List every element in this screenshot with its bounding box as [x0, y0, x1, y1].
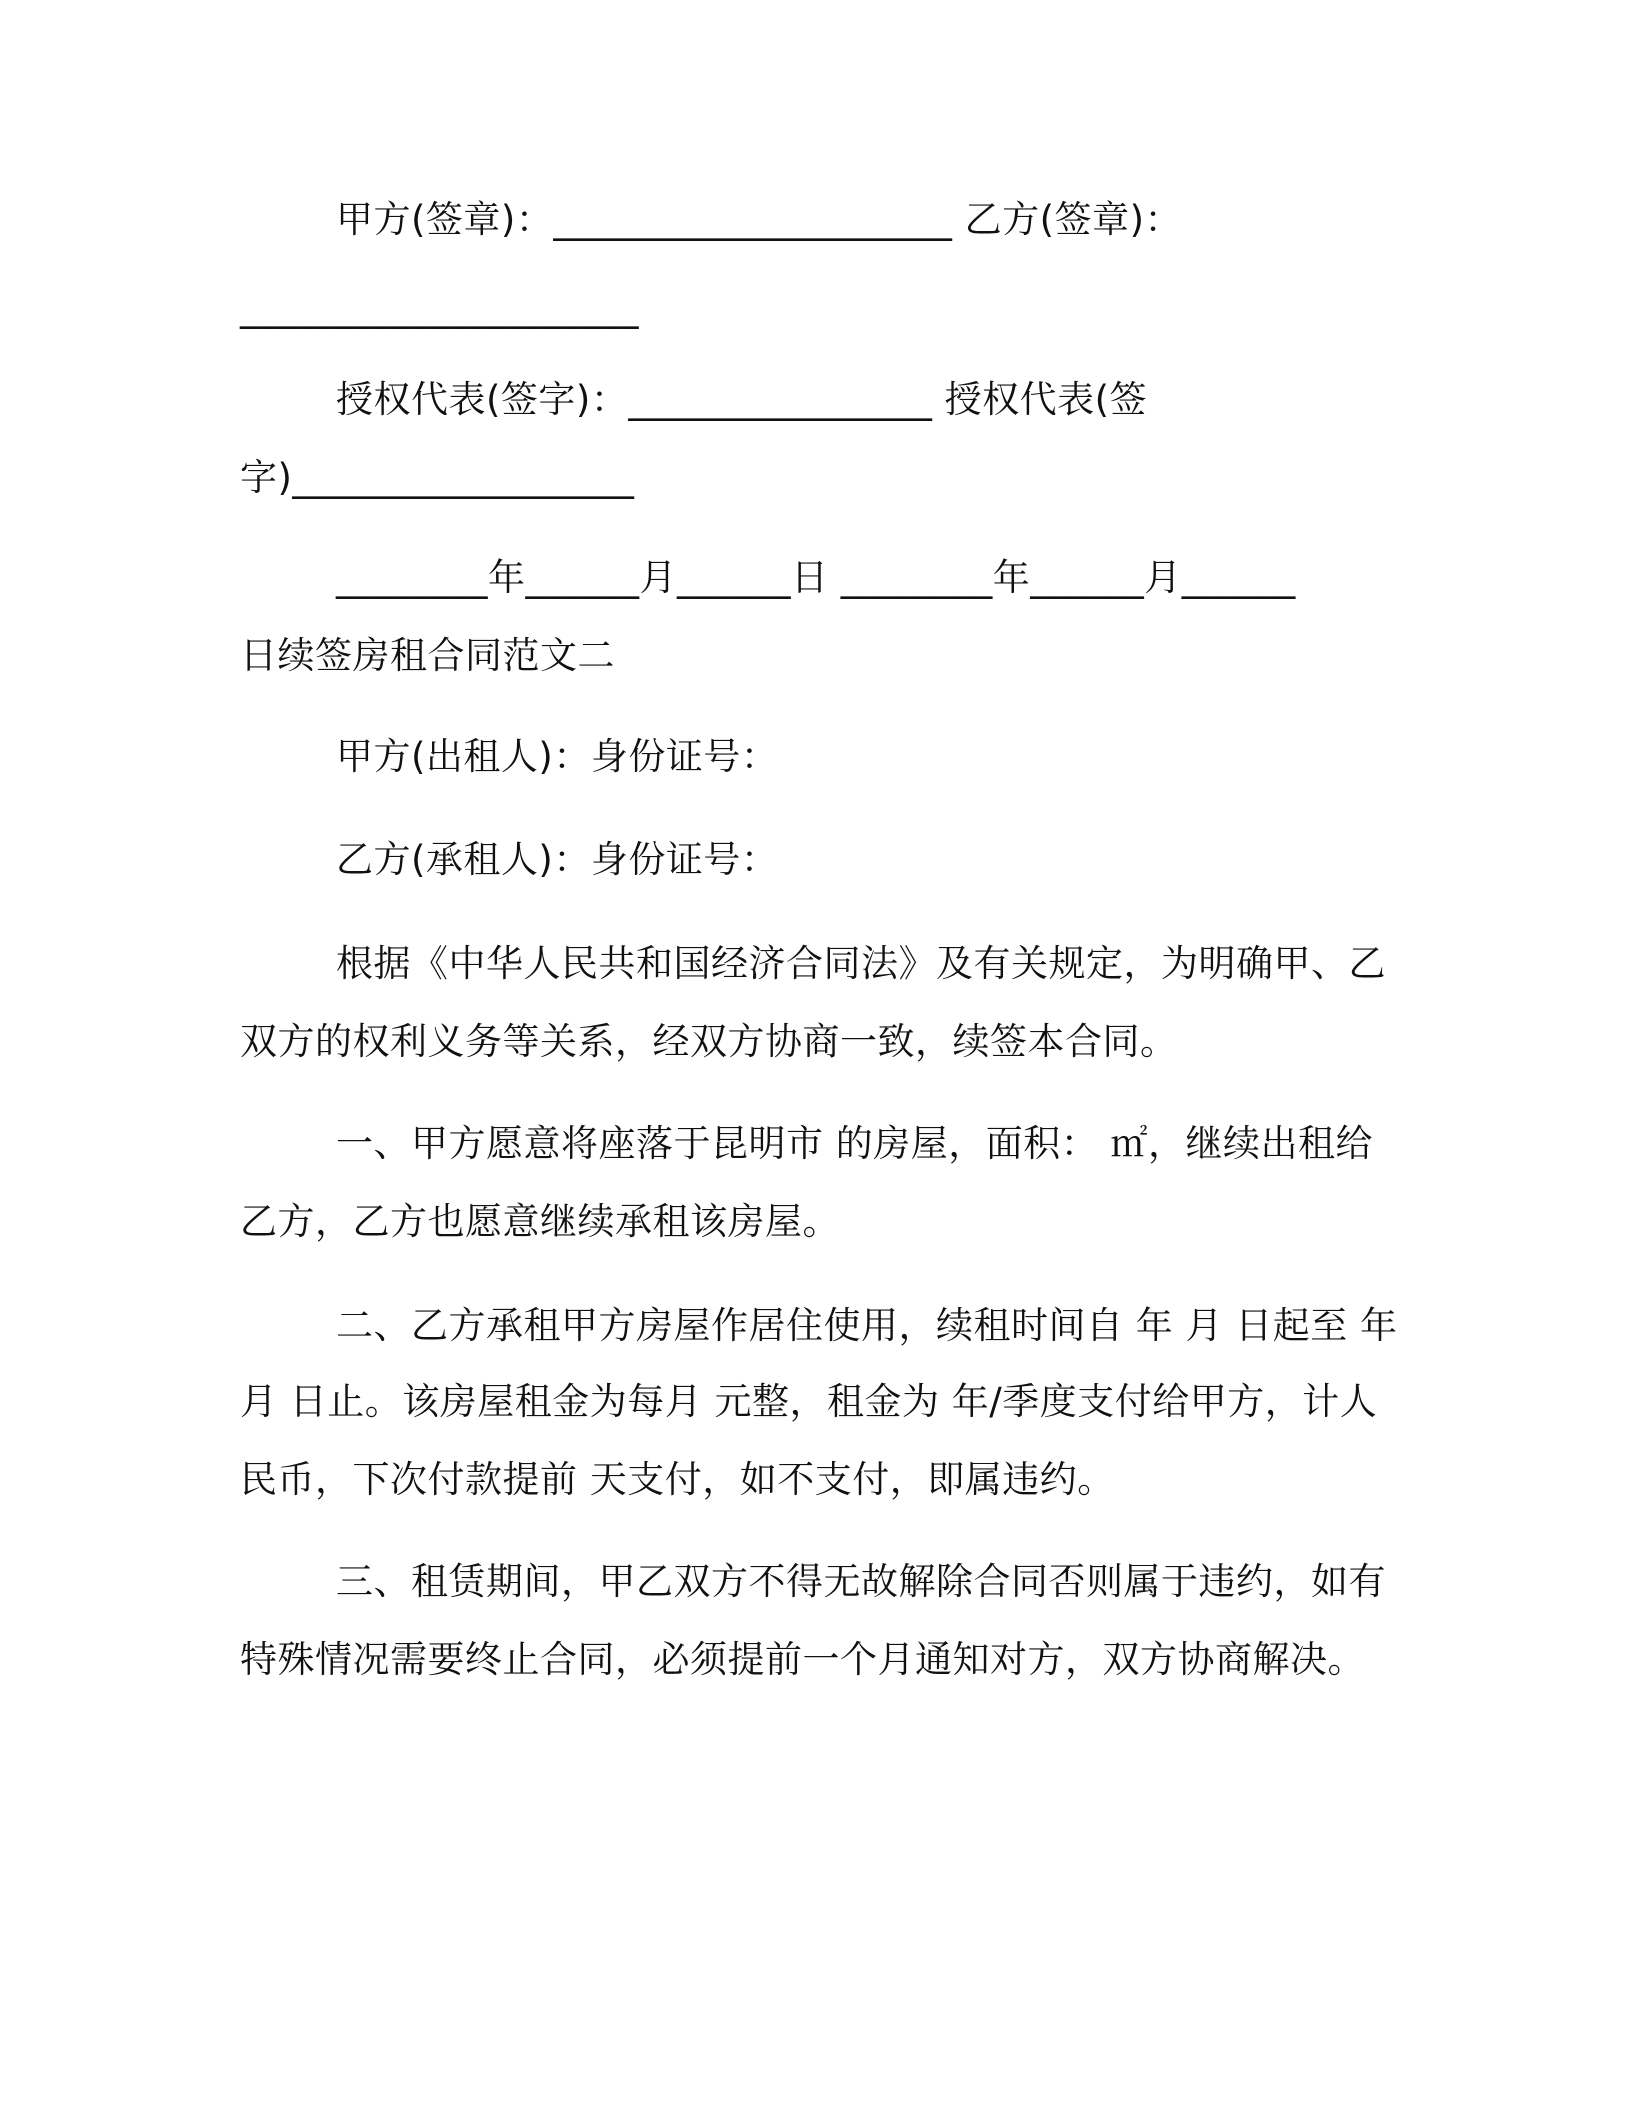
clause-2-line-1: 二、乙方承租甲方房屋作居住使用，续租时间自 年 月 日起至 年	[336, 1304, 1398, 1347]
clause-1-line-2: 乙方，乙方也愿意继续承租该房屋。	[240, 1200, 840, 1243]
clause-2-line-2: 月 日止。该房屋租金为每月 元整，租金为 年/季度支付给甲方，计人	[240, 1380, 1378, 1423]
contract-title-line: 日续签房租合同范文二	[240, 634, 615, 677]
signature-line-party-a-b: 甲方(签章)：_____________________ 乙方(签章)：	[336, 198, 1183, 241]
signature-blank-party-b: _____________________	[240, 286, 639, 329]
date-line: ________年______月______日 ________年______月______	[336, 556, 1296, 599]
preamble-line-1: 根据《中华人民共和国经济合同法》及有关规定，为明确甲、乙	[336, 942, 1386, 985]
lessor-line: 甲方(出租人)：身份证号：	[336, 735, 779, 778]
authorized-rep-line-continued: 字)__________________	[240, 456, 635, 499]
clause-3-line-2: 特殊情况需要终止合同，必须提前一个月通知对方，双方协商解决。	[240, 1638, 1365, 1681]
clause-2-line-3: 民币，下次付款提前 天支付，如不支付，即属违约。	[240, 1458, 1115, 1501]
preamble-line-2: 双方的权利义务等关系，经双方协商一致，续签本合同。	[240, 1020, 1178, 1063]
lessee-line: 乙方(承租人)：身份证号：	[336, 838, 779, 881]
authorized-rep-line: 授权代表(签字)：________________ 授权代表(签	[336, 378, 1148, 421]
clause-1-line-1: 一、甲方愿意将座落于昆明市 的房屋，面积： ㎡，继续出租给	[336, 1122, 1374, 1165]
clause-3-line-1: 三、租赁期间，甲乙双方不得无故解除合同否则属于违约，如有	[336, 1560, 1386, 1603]
